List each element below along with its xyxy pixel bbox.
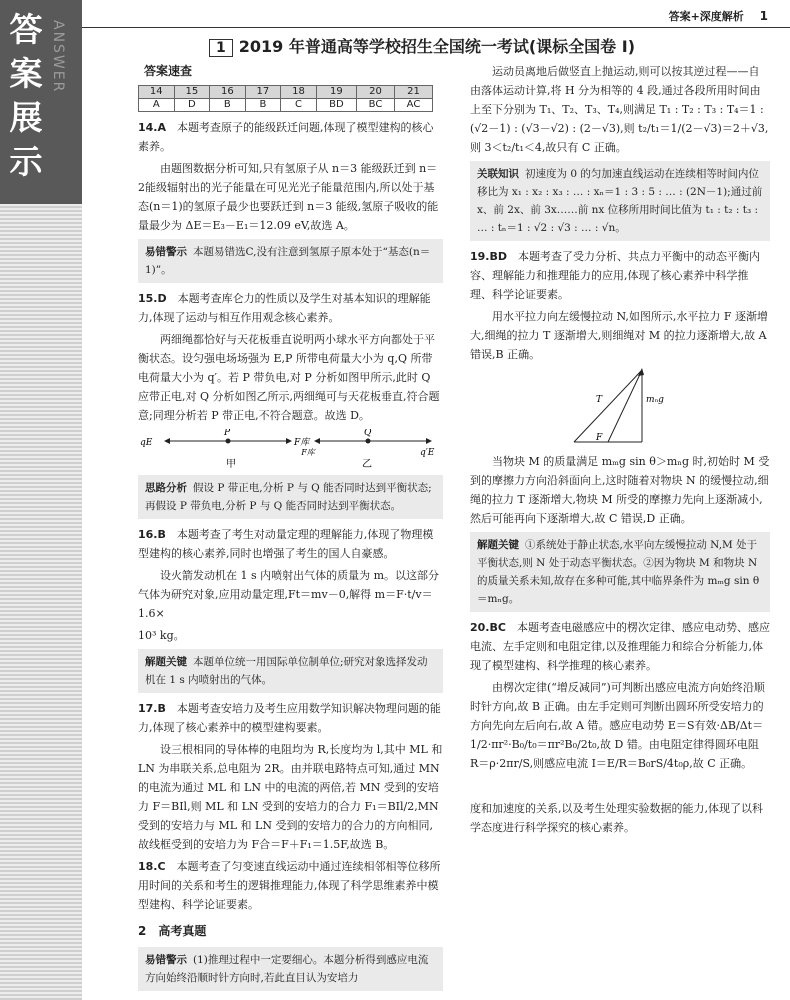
q18-knowledge-box <box>470 161 770 241</box>
bottom-tip-box <box>138 947 443 991</box>
q15-body: 两细绳都恰好与天花板垂直说明两小球水平方向都处于平衡状态。设匀强电场场强为 E,P 所带电荷量大小为 q,Q 所带电荷量大小为 q′。若 P 带负电,对 P 分析如图甲所示,此时 Q 应带正电,对 Q 分析如图乙所示,两细绳可与天花板垂直,符合题意;同理分析若 P 带正电,不符合题意。故选 D。 <box>138 333 440 422</box>
q14-tip-tag: 易错警示 <box>145 246 187 258</box>
table-cell: C <box>281 99 317 112</box>
table-cell: B <box>245 99 281 112</box>
left-column <box>138 62 443 997</box>
q16-key-box <box>138 649 443 693</box>
page-number: 1 <box>759 9 768 23</box>
table-cell: 20 <box>357 86 395 99</box>
fig-label-f: F <box>596 433 603 443</box>
fig-caption-yi: 乙 <box>362 459 372 470</box>
q17-intro <box>138 699 443 737</box>
q15-number: 15.D <box>138 292 167 305</box>
q18-number: 18.C <box>138 860 166 873</box>
q20-intro <box>470 618 770 675</box>
header-rule <box>82 27 790 28</box>
q19-key-box <box>470 532 770 612</box>
q14-intro <box>138 118 443 156</box>
table-cell: 17 <box>245 86 281 99</box>
exam-number: 1 <box>209 39 233 57</box>
q16-key-text: 本题单位统一用国际单位制单位;研究对象选择发动机在 1 s 内喷射出的气体。 <box>145 656 428 686</box>
sidebar-banner <box>0 0 82 204</box>
q15-intro <box>138 289 443 327</box>
q19-intro-text: 本题考查了受力分析、共点力平衡中的动态平衡内容、理解能力和推理能力的应用,体现了核心素养中科学推理、科学论证要素。 <box>470 250 761 301</box>
q19-number: 19.BD <box>470 250 508 263</box>
q16-body: 设火箭发动机在 1 s 内喷射出气体的质量为 m。以这部分气体为研究对象,应用动量定理,Ft＝mv－0,解得 m＝F·t/v＝1.6× <box>138 569 440 620</box>
q18-knowledge-text: 初速度为 0 的匀加速直线运动在连续相等时间内位移比为 x₁ : x₂ : x₃ : … : xₙ＝1 : 3 : 5 : … : (2N－1);通过前 x、前 2x、前 3x……前 nx 位移所用时间比值为 t₁ : t₂ : t₃ : … : tₙ＝1 : √2 : √3 : … : √n。 <box>477 168 763 234</box>
sidebar-subtitle: ANSWER <box>50 20 66 94</box>
q19-intro <box>470 247 770 304</box>
bottom-tip-text: (1)推理过程中一定要细心。本题分析得到感应电流方向始终沿顺时针方向时,若此直目认为安培力 <box>145 954 429 984</box>
q20-body: 由楞次定律(“增反减同”)可判断出感应电流方向始终沿顺时针方向,故 B 正确。由左手定则可判断出圆环所受安培力的方向先向左后向右,故 A 错。感应电动势 E＝S有效·ΔB/Δt＝1/2·πr²·B₀/t₀＝πr²B₀/2t₀,故 D 错。由电阻定律得圆环电阻 R＝ρ·2πr/S,则感应电流 I＝E/R＝B₀rS/4t₀ρ,故 C 正确。 <box>470 681 765 770</box>
right-column <box>470 62 770 840</box>
q19-key-text: ①系统处于静止状态,水平向左缓慢拉动 N,M 处于平衡状态,则 N 处于动态平衡状态。②因为物块 M 和物块 N 的质量关系未知,故存在多种可能,其中临界条件为 mₘg sin θ＝mₙg。 <box>477 539 760 605</box>
fig-label-fku2: F库 <box>301 448 315 457</box>
table-cell: A <box>139 99 175 112</box>
table-cell: 18 <box>281 86 317 99</box>
q14-intro-text: 本题考查原子的能级跃迁问题,体现了模型建构的核心素养。 <box>138 121 434 153</box>
section-heading: 2 高考真题 <box>138 924 207 938</box>
q18-intro-text: 本题考查了匀变速直线运动中通过连续相邻相等位移所用时间的关系和考生的逻辑推理能力,体现了科学思维素养中模型建构、科学论证要素。 <box>138 860 441 911</box>
q17-number: 17.B <box>138 702 166 715</box>
q16-body-cont: 10³ kg。 <box>138 629 185 642</box>
table-cell: 19 <box>316 86 356 99</box>
table-cell: 14 <box>139 86 175 99</box>
fig-label-fku1: F库 <box>294 438 310 448</box>
q19-body-2: 当物块 M 的质量满足 mₘg sin θ＞mₙg 时,初始时 M 受到的摩擦力方向沿斜面向上,这时随着对物块 N 的缓慢拉动,细绳的拉力 T 逐渐增大,物块 M 所受的摩擦力先向上逐渐减小,然后可能再向下逐渐增大,故 C 错误,D 正确。 <box>470 455 770 525</box>
table-cell: 21 <box>394 86 432 99</box>
answer-key-answer-row <box>139 99 433 112</box>
fig-label-q: Q <box>364 429 372 438</box>
sidebar-title: 答案展示 <box>9 10 43 181</box>
fig-label-qe: qE <box>140 438 153 448</box>
q20-number: 20.BC <box>470 621 506 634</box>
q15-analysis-box <box>138 475 443 519</box>
q20-intro-text: 本题考查电磁感应中的楞次定律、感应电动势、感应电流、左手定则和电阻定律,以及推理能力和综合分析能力,体现了模型建构、科学推理的核心素养。 <box>470 621 770 672</box>
q14-number: 14.A <box>138 121 166 134</box>
q16-intro-text: 本题考查了考生对动量定理的理解能力,体现了物理模型建构的核心素养,同时也增强了考生的国人自豪感。 <box>138 528 434 560</box>
table-cell: BD <box>316 99 356 112</box>
table-cell: AC <box>394 99 432 112</box>
q15-analysis-tag: 思路分析 <box>145 482 187 494</box>
fig-label-mg: mₙg <box>646 395 664 405</box>
table-cell: D <box>174 99 210 112</box>
answer-key-question-row <box>139 86 433 99</box>
q15-force-diagram <box>138 429 438 471</box>
q18-continuation: 运动员离地后做竖直上抛运动,则可以按其逆过程——自由落体运动计算,将 H 分为相等的 4 段,通过各段所用时间由上至下分别为 T₁、T₂、T₃、T₄,则满足 T₁ : T₂ : T₃ : T₄＝1 : (√2－1) : (√3－√2) : (2－√3),则 t₂/t₁＝1/(2－√3)＝2＋√3,则 3＜t₂/t₁＜4,故只有 C 正确。 <box>470 65 769 154</box>
q16-number: 16.B <box>138 528 166 541</box>
fig-label-p: P <box>224 429 231 438</box>
q17-intro-text: 本题考查安培力及考生应用数学知识解决物理问题的能力,体现了核心素养中的模型建构要素。 <box>138 702 441 734</box>
table-cell: 15 <box>174 86 210 99</box>
answer-key-heading: 答案速查 <box>144 64 193 78</box>
exam-title <box>209 34 635 57</box>
q19-key-tag: 解题关键 <box>477 539 519 551</box>
fig-label-t: T <box>596 395 603 405</box>
q14-body: 由题图数据分析可知,只有氢原子从 n＝3 能级跃迁到 n＝2能级辐射出的光子能量在可见光光子能量范围内,所以处于基态(n＝1)的氢原子最少也要跃迁到 n＝3 能级,氢原子吸收的能量最少为 ΔE＝E₃－E₁＝12.09 eV,故选 A。 <box>138 162 439 232</box>
q16-intro <box>138 525 443 563</box>
q19-force-diagram <box>470 368 770 448</box>
bottom-tip-tag: 易错警示 <box>145 954 187 966</box>
fig-label-qpe: q′E <box>420 448 435 458</box>
q18-intro <box>138 857 443 914</box>
table-cell: B <box>210 99 246 112</box>
page-header <box>669 8 768 24</box>
q18-knowledge-tag: 关联知识 <box>477 168 519 180</box>
table-cell: BC <box>357 99 395 112</box>
header-section: 答案+深度解析 <box>668 10 744 23</box>
q14-tip-text: 本题易错选C,没有注意到氢原子原本处于“基态(n＝1)”。 <box>145 246 431 276</box>
q19-body: 用水平拉力向左缓慢拉动 N,如图所示,水平拉力 F 逐渐增大,细绳的拉力 T 逐渐增大,则细绳对 M 的拉力逐渐增大,故 A 错误,B 正确。 <box>470 310 769 361</box>
answer-key-table <box>138 85 433 112</box>
q15-intro-text: 本题考查库仑力的性质以及学生对基本知识的理解能力,体现了运动与相互作用观念核心素养。 <box>138 292 431 324</box>
fig-caption-jia: 甲 <box>226 459 236 470</box>
bottom-text: 度和加速度的关系,以及考生处理实验数据的能力,体现了以科学态度进行科学探究的核心素养。 <box>470 802 763 834</box>
q14-tip-box <box>138 239 443 283</box>
q16-key-tag: 解题关键 <box>145 656 187 668</box>
exam-title-text: 2019 年普通高等学校招生全国统一考试(课标全国卷 Ⅰ) <box>238 37 636 56</box>
q15-analysis-text: 假设 P 带正电,分析 P 与 Q 能否同时达到平衡状态;再假设 P 带负电,分析 P 与 Q 能否同时达到平衡状态。 <box>145 482 432 512</box>
q17-body: 设三根相同的导体棒的电阻均为 R,长度均为 l,其中 ML 和 LN 为串联关系,总电阻为 2R。由并联电路特点可知,通过 MN 的电流为通过 ML 和 LN 中的电流的两倍,若 MN 受到的安培力 F＝BIl,则 ML 和 LN 受到的安培力的合力 F₁＝BIl/2,MN 受到的安培力与 ML 和 LN 受到的安培力的合力的方向相同,故线框受到的安培力为 F合＝F＋F₁＝1.5F,故选 B。 <box>138 743 443 851</box>
table-cell: 16 <box>210 86 246 99</box>
sidebar-strip <box>0 0 82 1000</box>
